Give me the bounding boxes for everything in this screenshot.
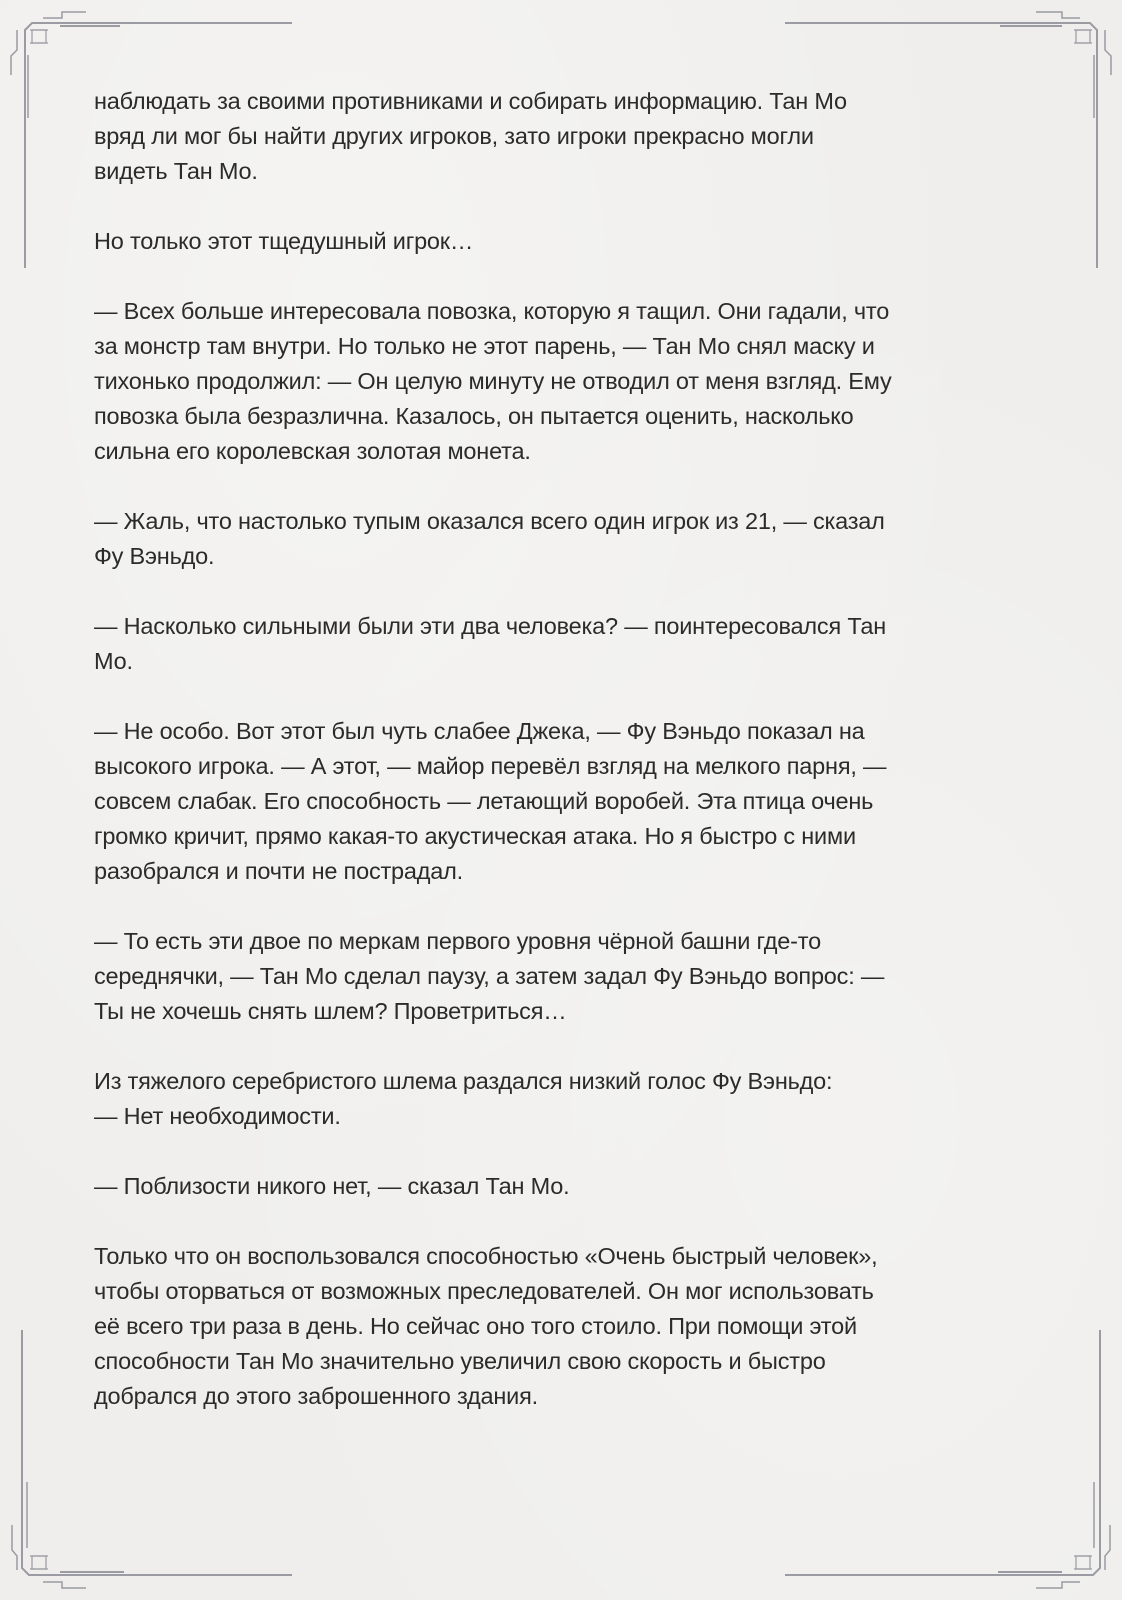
- text-line: тихонько продолжил: — Он целую минуту не отводил от меня взгляд. Ему: [94, 368, 892, 394]
- text-line: — Не особо. Вот этот был чуть слабее Джека, — Фу Вэньдо показал на: [94, 718, 865, 744]
- page-body-text: [94, 84, 1014, 1449]
- text-line: совсем слабак. Его способность — летающий воробей. Эта птица очень: [94, 788, 874, 814]
- paragraph: [94, 84, 1014, 189]
- paragraph: [94, 714, 1014, 889]
- text-line: чтобы оторваться от возможных преследователей. Он мог использовать: [94, 1278, 874, 1304]
- text-line: добрался до этого заброшенного здания.: [94, 1383, 538, 1409]
- text-line: Но только этот тщедушный игрок…: [94, 228, 474, 254]
- text-line: Только что он воспользовался способностью «Очень быстрый человек»,: [94, 1243, 878, 1269]
- text-line: Мо.: [94, 648, 133, 674]
- text-line: разобрался и почти не пострадал.: [94, 858, 464, 884]
- text-line: — Поблизости никого нет, — сказал Тан Мо.: [94, 1173, 570, 1199]
- text-line: — Нет необходимости.: [94, 1103, 341, 1129]
- text-line: вряд ли мог бы найти других игроков, зато игроки прекрасно могли: [94, 123, 814, 149]
- paragraph: [94, 1064, 1014, 1134]
- paragraph: [94, 504, 1014, 574]
- paragraph: [94, 924, 1014, 1029]
- text-line: — Насколько сильными были эти два человека? — поинтересовался Тан: [94, 613, 887, 639]
- text-line: высокого игрока. — А этот, — майор перевёл взгляд на мелкого парня, —: [94, 753, 887, 779]
- paragraph: [94, 1169, 1014, 1204]
- text-line: наблюдать за своими противниками и собирать информацию. Тан Мо: [94, 88, 847, 114]
- paragraph: [94, 294, 1014, 469]
- text-line: середнячки, — Тан Мо сделал паузу, а затем задал Фу Вэньдо вопрос: —: [94, 963, 885, 989]
- paragraph: [94, 1239, 1014, 1414]
- text-line: видеть Тан Мо.: [94, 158, 258, 184]
- paragraph: [94, 224, 1014, 259]
- text-line: — Всех больше интересовала повозка, которую я тащил. Они гадали, что: [94, 298, 890, 324]
- text-line: за монстр там внутри. Но только не этот парень, — Тан Мо снял маску и: [94, 333, 875, 359]
- text-line: Фу Вэньдо.: [94, 543, 215, 569]
- paragraph: [94, 609, 1014, 679]
- text-line: — То есть эти двое по меркам первого уровня чёрной башни где-то: [94, 928, 821, 954]
- text-line: Ты не хочешь снять шлем? Проветриться…: [94, 998, 567, 1024]
- text-line: Из тяжелого серебристого шлема раздался низкий голос Фу Вэньдо:: [94, 1068, 833, 1094]
- text-line: повозка была безразлична. Казалось, он пытается оценить, насколько: [94, 403, 854, 429]
- text-line: сильна его королевская золотая монета.: [94, 438, 531, 464]
- text-line: её всего три раза в день. Но сейчас оно того стоило. При помощи этой: [94, 1313, 857, 1339]
- text-line: способности Тан Мо значительно увеличил свою скорость и быстро: [94, 1348, 826, 1374]
- text-line: громко кричит, прямо какая-то акустическая атака. Но я быстро с ними: [94, 823, 856, 849]
- text-line: — Жаль, что настолько тупым оказался всего один игрок из 21, — сказал: [94, 508, 885, 534]
